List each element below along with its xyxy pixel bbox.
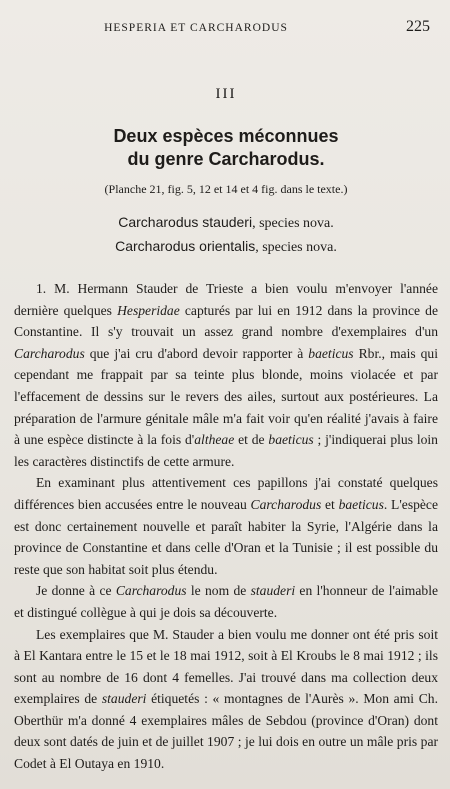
italic-term: baeticus (308, 345, 354, 361)
italic-term: stauderi (250, 583, 296, 599)
italic-term: altheae (194, 432, 235, 448)
paragraph (14, 472, 438, 580)
text-run: En examinant plus attentivement ces papillons j'ai constaté quelques différences bien accusées entre le nouveau (14, 475, 438, 512)
running-title: HESPERIA ET CARCHARODUS (104, 22, 288, 34)
paragraph (14, 624, 438, 775)
text-run: que j'ai cru d'abord devoir rapporter à (84, 345, 309, 361)
italic-term: Carcharodus (14, 345, 85, 361)
text-run: en l'honneur de l'aimable et distingué collègue à qui je dois sa découverte. (14, 583, 439, 620)
italic-term: stauderi (101, 691, 147, 707)
section-title-line-2: du genre Carcharodus. (127, 149, 325, 169)
italic-term: Hesperidae (117, 302, 180, 318)
italic-term: Carcharodus (250, 496, 322, 512)
section-title (14, 125, 438, 171)
text-run: Les exemplaires que M. Stauder a bien voulu me donner ont été pris soit à El Kantara entre le 15 et le 18 mai 1912, soit à El Kroubs le 8 mai 1912 ; ils sont au nombre de 16 dont 4 femelles. J'ai trouvé dans ma collection deux exemplaires de (14, 626, 438, 707)
text-run: capturés par lui en 1912 dans la province de Constantine. Il s'y trouvait un assez grand nombre d'exemplaires d'un (14, 302, 438, 340)
text-run: et (321, 496, 339, 512)
italic-term: baeticus (268, 432, 314, 448)
text-run: Rbr., mais qui cependant me frappait par sa teinte plus blonde, moins violacée et par l'effacement de dessins sur le revers des ailes, surtout aux postérieures. La préparation de l'armure génitale mâle m'a fait voir qu'en réalité j'avais à faire à une espèce distincte à la fois d' (14, 345, 438, 448)
text-run: étiquetés : « montagnes de l'Aurès ». Mon ami Ch. Oberthür m'a donné 4 exemplaires mâles de Sebdou (province d'Oran) dont deux sont datés de juin et de juillet 1907 ; je lui dois en outre un mâle pris par Codet à El Outaya en 1910. (14, 691, 438, 772)
italic-term: baeticus (338, 496, 384, 512)
text-run: 1. M. Hermann Stauder de Trieste a bien voulu m'envoyer l'année dernière quelques (14, 281, 438, 318)
text-run: ; j'indiquerai plus loin les caractères distinctifs de cette armure. (14, 432, 438, 469)
page-number: 225 (406, 18, 430, 35)
plate-reference: (Planche 21, fig. 5, 12 et 14 et 4 fig. dans le texte.) (104, 182, 348, 196)
text-run: Je donne à ce (36, 583, 116, 599)
species-note: , species nova. (252, 216, 334, 231)
species-line (14, 235, 438, 259)
paragraph (14, 278, 438, 472)
species-note: , species nova. (255, 240, 337, 255)
text-run: le nom de (186, 583, 251, 599)
text-run: . L'espèce est donc certainement nouvelle et paraît habiter la Syrie, l'Algérie dans la province de Constantine et dans celle d'Oran et la Tunisie ; il est possible du reste que son habitat soit plus étendu. (14, 496, 439, 577)
species-name: Carcharodus orientalis (115, 238, 256, 254)
running-head (14, 18, 438, 40)
paragraph (14, 580, 438, 623)
species-name: Carcharodus stauderi (118, 214, 253, 230)
species-list (14, 211, 438, 259)
species-line (14, 211, 438, 235)
italic-term: Carcharodus (115, 583, 187, 599)
text-run: et de (234, 432, 269, 448)
body-text (14, 278, 438, 775)
section-title-line-1: Deux espèces méconnues (113, 126, 339, 146)
section-number: III (215, 86, 237, 102)
